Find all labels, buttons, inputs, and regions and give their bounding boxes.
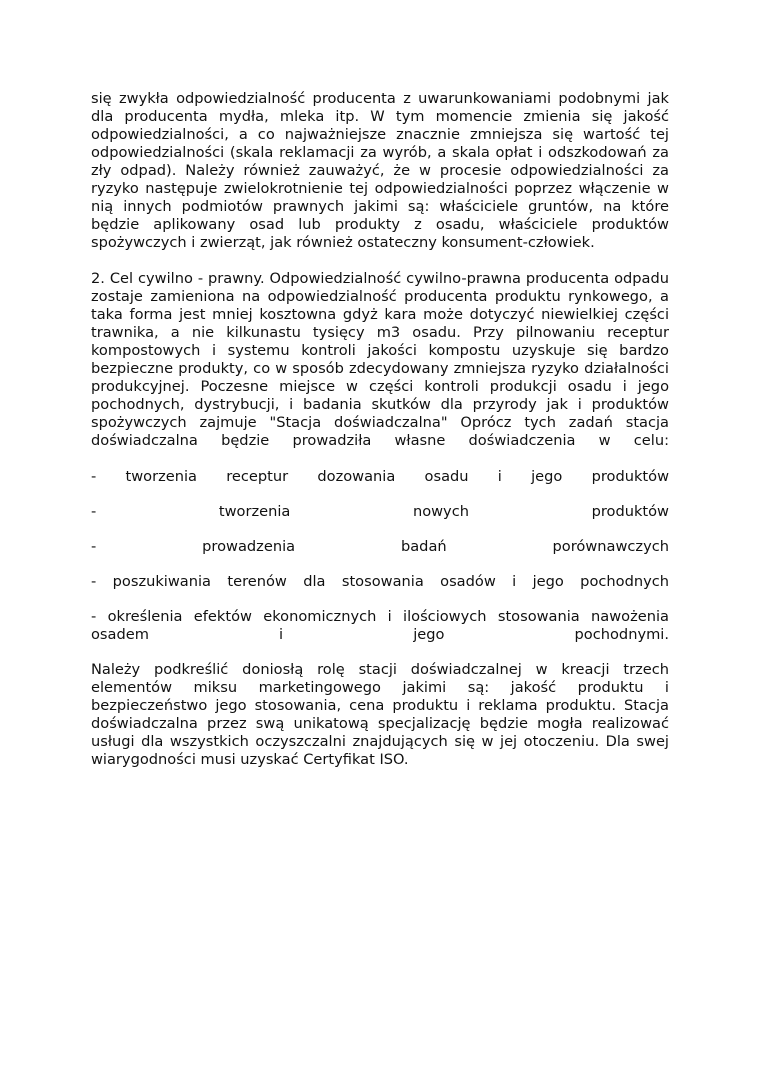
bullet-item: - poszukiwania terenów dla stosowania osadów i jego pochodnych [91, 573, 669, 590]
paragraph-responsibility: się zwykła odpowiedzialność producenta z uwarunkowaniami podobnymi jak dla producenta mydła, mleka itp. W tym momencie zmienia się jakość odpowiedzialności, a co najważniejsze znacznie zmniejsza się wartość tej odpowiedzialności (skala reklamacji za wyrób, a skala opłat i odszkodowań za zły odpad). Należy również zauważyć, że w procesie odpowiedzialności za ryzyko następuje zwielokrotnienie tej odpowiedzialności poprzez włączenie w nią innych podmiotów prawnych jakimi są: właściciele gruntów, na które będzie aplikowany osad lub produkty z osadu, właściciele produktów spożywczych i zwierząt, jak również ostateczny konsument-człowiek. [91, 90, 669, 251]
paragraph-civil-legal-goal: 2. Cel cywilno - prawny. Odpowiedzialność cywilno-prawna producenta odpadu zostaje zamieniona na odpowiedzialność producenta produktu rynkowego, a taka forma jest mniej kosztowna gdyż kara może dotyczyć niewielkiej części trawnika, a nie kilkunastu tysięcy m3 osadu. Przy pilnowaniu receptur kompostowych i systemu kontroli jakości kompostu uzyskuje się bardzo bezpieczne produkty, co w sposób zdecydowany zmniejsza ryzyko działalności produkcyjnej. Poczesne miejsce w części kontroli produkcji osadu i jego pochodnych, dystrybucji, i badania skutków dla przyrody jak i produktów spożywczych zajmuje "Stacja doświadczalna" Oprócz tych zadań stacja doświadczalna będzie prowadziła własne doświadczenia w celu: [91, 270, 669, 449]
paragraph-research-station: Należy podkreślić doniosłą rolę stacji doświadczalnej w kreacji trzech elementów miksu marketingowego jakimi są: jakość produktu i bezpieczeństwo jego stosowania, cena produktu i reklama produktu. Stacja doświadczalna przez swą unikatową specjalizację będzie mogła realizować usługi dla wszystkich oczyszczalni znajdujących się w jej otoczeniu. Dla swej wiarygodności musi uzyskać Certyfikat ISO. [91, 661, 669, 768]
document-page [91, 90, 669, 787]
bullet-item: - tworzenia receptur dozowania osadu i jego produktów [91, 468, 669, 485]
bullet-item: - określenia efektów ekonomicznych i ilościowych stosowania nawożenia osadem i jego pochodnymi. [91, 608, 669, 643]
bullet-item: - prowadzenia badań porównawczych [91, 538, 669, 555]
bullet-item: - tworzenia nowych produktów [91, 503, 669, 520]
